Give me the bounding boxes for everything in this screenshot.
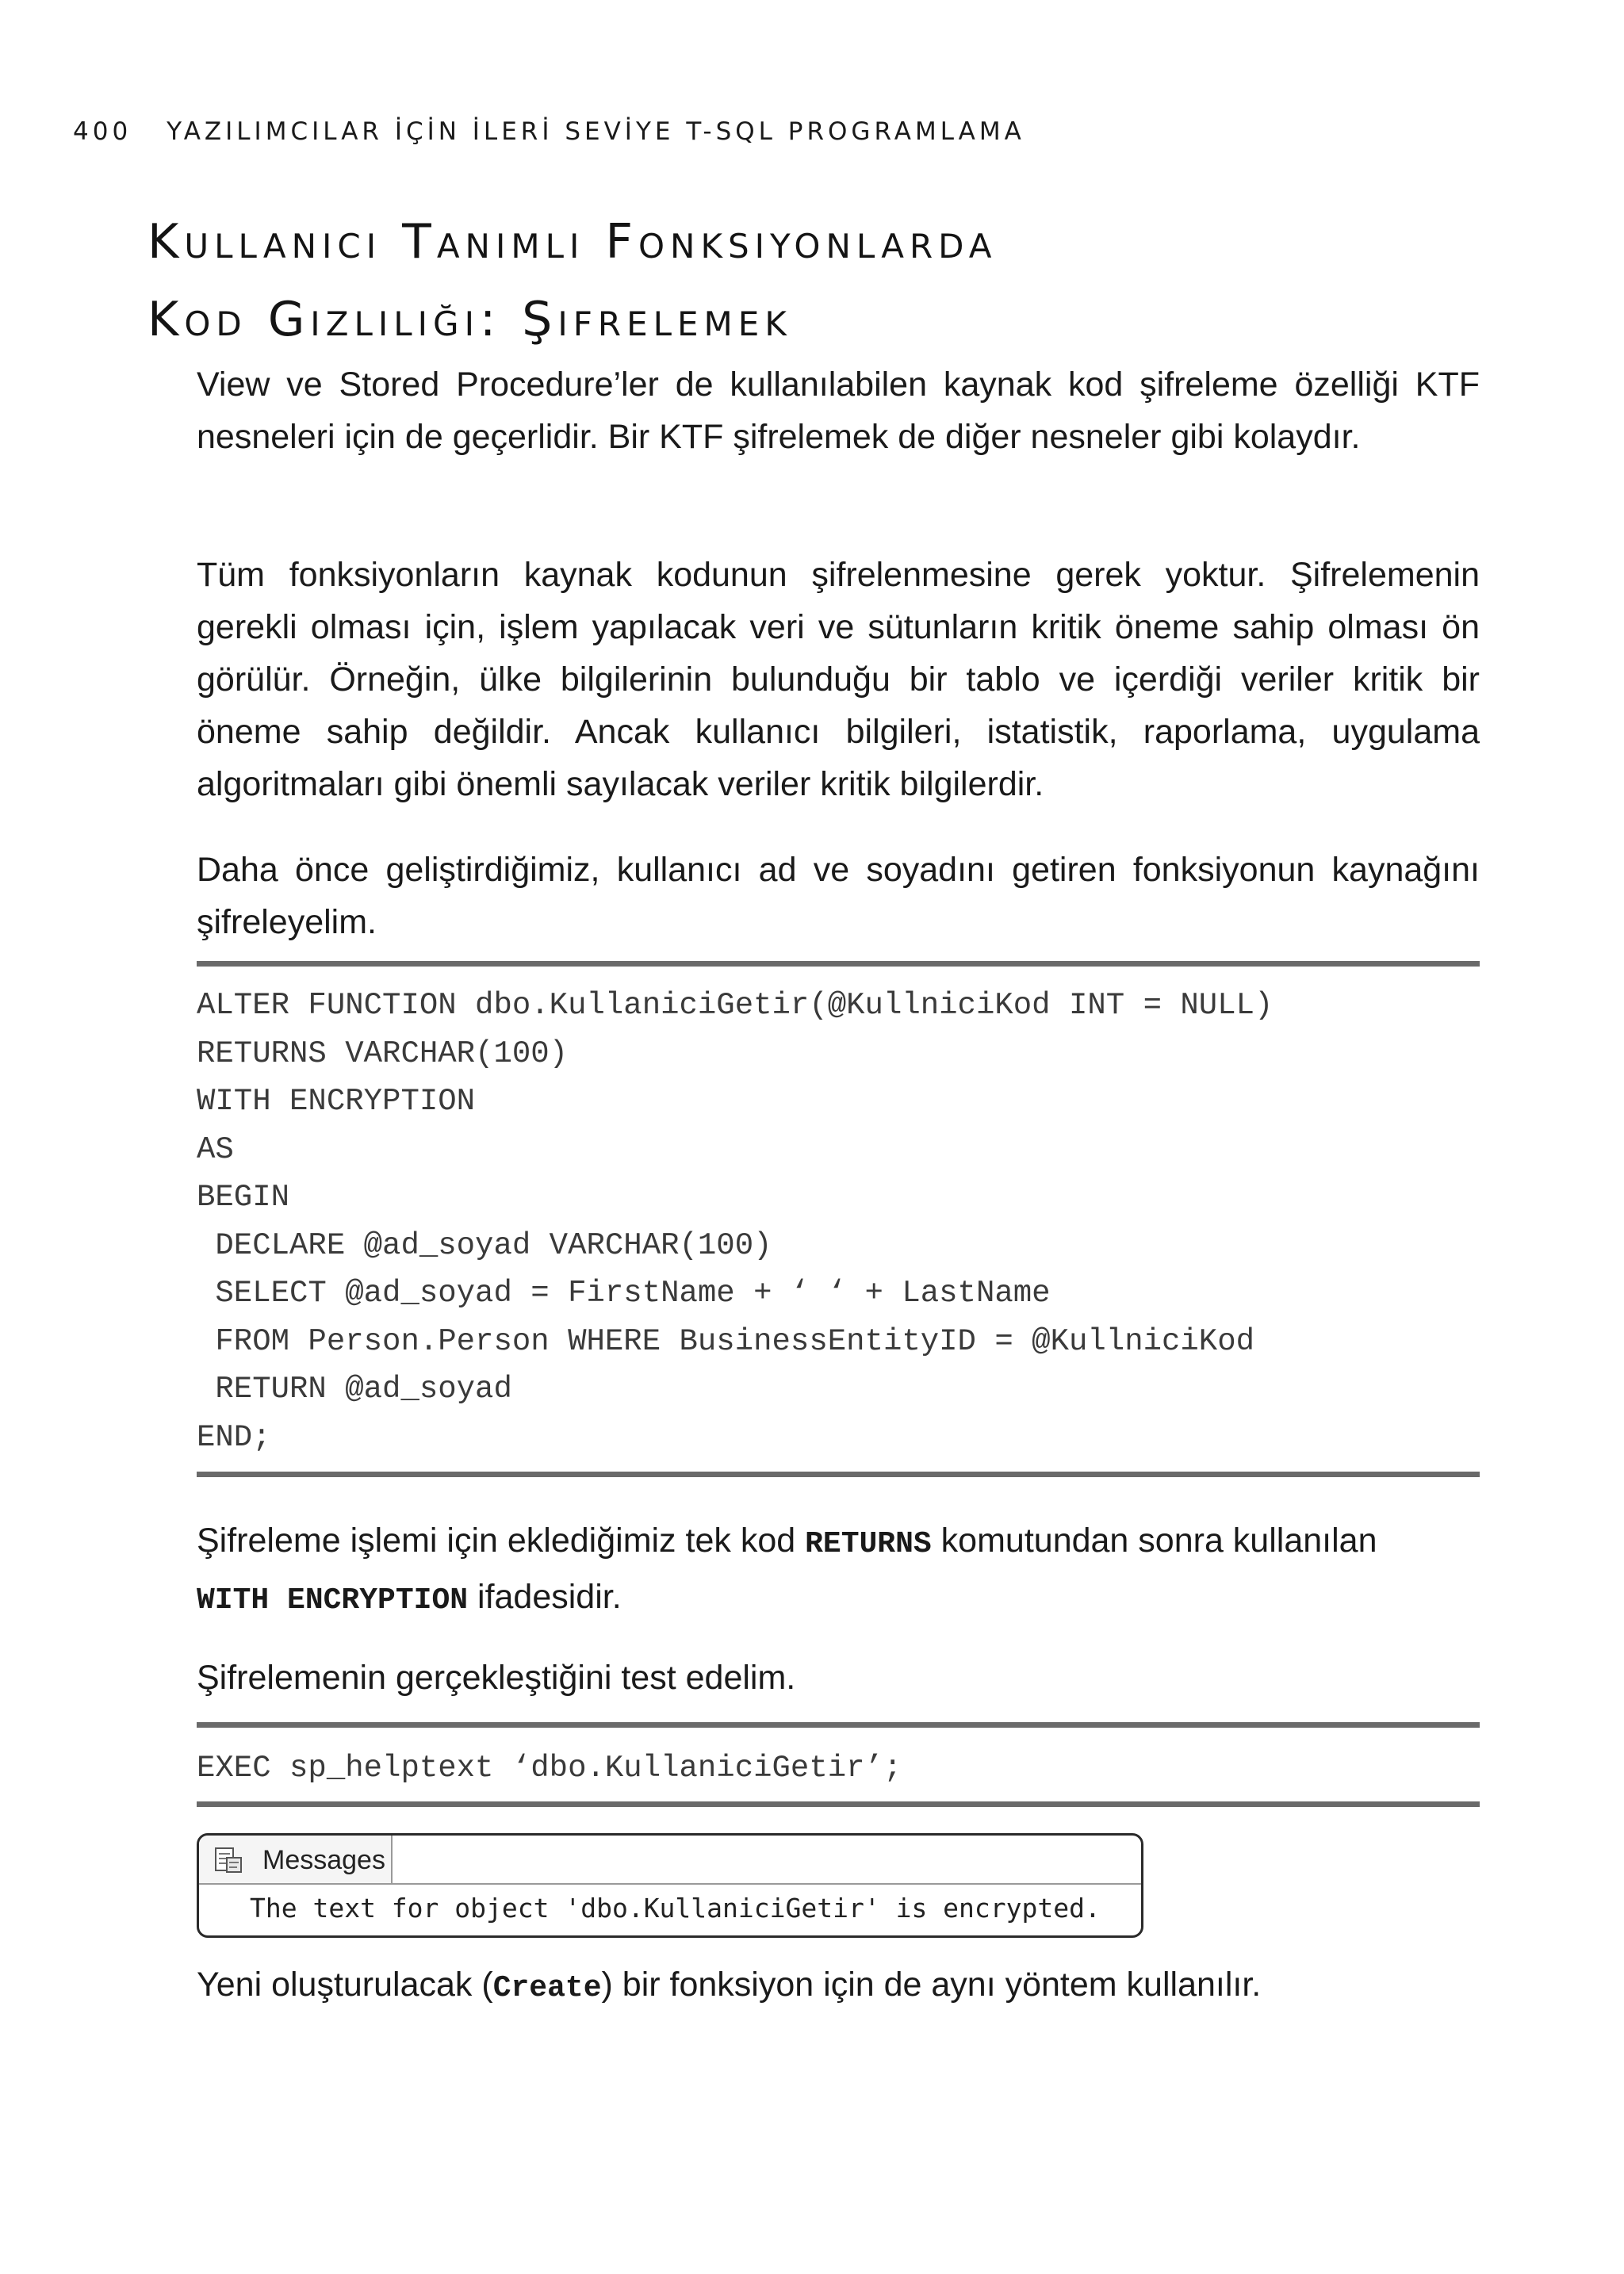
- messages-panel: [197, 1833, 1143, 1938]
- book-title: YAZILIMCILAR İÇİN İLERİ SEVİYE T-SQL PROGRAMLAMA: [167, 117, 1025, 146]
- messages-tab[interactable]: [199, 1836, 393, 1885]
- code-block-2-bottom-rule: [197, 1801, 1480, 1807]
- section-title-line-2: Kod Gizliliği: Şifrelemek: [147, 292, 792, 347]
- page-number: 400: [73, 117, 132, 146]
- paragraph-criteria: Tüm fonksiyonların kaynak kodunun şifrelenmesine gerek yoktur. Şifrelemenin gerekli olması için, işlem yapılacak veri ve sütunların kritik öneme sahip olması ön görülür. Örneğin, ülke bilgilerinin bulunduğu bir tablo ve içerdiği veriler kritik bir öneme sahip değildir. Ancak kullanıcı bilgileri, istatistik, raporlama, uygulama algoritmaları gibi önemli sayılacak veriler kritik bilgilerdir.: [197, 556, 1480, 803]
- explain-text-after: ifadesidir.: [468, 1578, 622, 1616]
- messages-tab-label: Messages: [262, 1845, 385, 1875]
- code-block-top-rule: [197, 961, 1480, 967]
- running-head: [73, 117, 1025, 146]
- paragraph-intro: View ve Stored Procedure’ler de kullanılabilen kaynak kod şifreleme özelliği KTF nesneleri için de geçerlidir. Bir KTF şifrelemek de diğer nesneler gibi kolaydır.: [197, 366, 1480, 456]
- messages-output-text: The text for object 'dbo.KullaniciGetir' is encrypted.: [250, 1893, 1101, 1924]
- final-text-before: Yeni oluşturulacak (: [197, 1966, 493, 2004]
- section-title-line-1: Kullanıcı Tanımlı Fonksiyonlarda: [147, 214, 998, 270]
- code-block-bottom-rule: [197, 1472, 1480, 1477]
- code-block-exec-helptext: EXEC sp_helptext ‘dbo.KullaniciGetir’;: [197, 1751, 902, 1786]
- final-text-after: ) bir fonksiyon için de aynı yöntem kullanılır.: [601, 1966, 1262, 2004]
- explain-text-before: Şifreleme işlemi için eklediğimiz tek kod: [197, 1522, 806, 1560]
- code-block-2-top-rule: [197, 1722, 1480, 1728]
- inline-code-returns: RETURNS: [805, 1527, 932, 1561]
- code-block-alter-function: ALTER FUNCTION dbo.KullaniciGetir(@KullniciKod INT = NULL) RETURNS VARCHAR(100) WITH ENCRYPTION AS BEGIN DECLARE @ad_soyad VARCHAR(100) SELECT @ad_soyad = FirstName + ‘ ‘ + LastName FROM Person.Person WHERE BusinessEntityID = @KullniciKod RETURN @ad_soyad END;: [197, 988, 1274, 1455]
- paragraph-explanation: [197, 1514, 1480, 1627]
- messages-tab-divider: [393, 1883, 1141, 1885]
- paragraph-example-intro: Daha önce geliştirdiğimiz, kullanıcı ad ve soyadını getiren fonksiyonun kaynağını şifreleyelim.: [197, 851, 1480, 941]
- explain-text-middle: komutundan sonra kullanılan: [931, 1522, 1377, 1560]
- paragraph-test: Şifrelemenin gerçekleştiğini test edelim.: [197, 1659, 796, 1697]
- messages-icon: [213, 1845, 243, 1875]
- paragraph-final: [197, 1958, 1480, 2015]
- inline-code-create: Create: [492, 1971, 602, 2005]
- section-title: [147, 203, 1496, 358]
- inline-code-with-encryption: WITH ENCRYPTION: [197, 1583, 469, 1617]
